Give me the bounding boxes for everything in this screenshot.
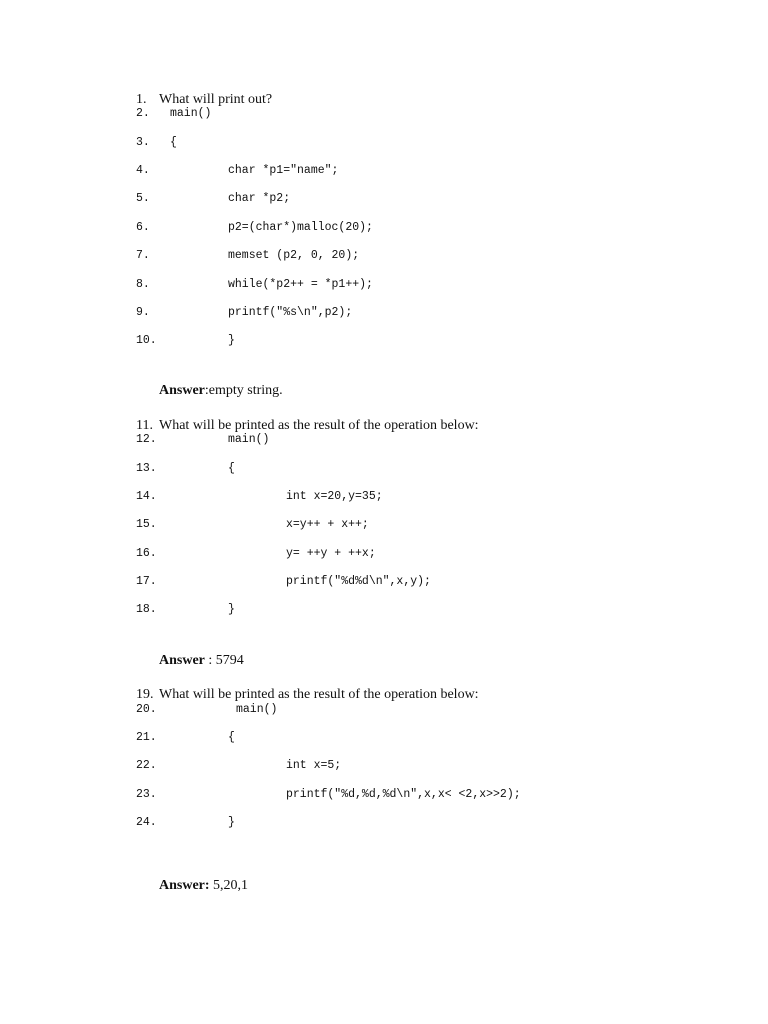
q3-question: What will be printed as the result of the operation below: xyxy=(159,687,479,702)
q3-number: 19. xyxy=(136,687,154,702)
q1-answer xyxy=(159,383,283,399)
q2-number: 11. xyxy=(136,418,153,433)
q2-code-line: printf("%d%d\n",x,y); xyxy=(286,575,431,588)
q2-code-line: y= ++y + ++x; xyxy=(286,547,376,560)
q1-code-line: } xyxy=(228,334,235,347)
answer-label: Answer: xyxy=(159,878,210,893)
answer-label: Answer xyxy=(159,653,205,668)
q2-code-line: { xyxy=(228,462,235,475)
q1-question: What will print out? xyxy=(159,92,273,107)
q1-code-line: char *p2; xyxy=(228,192,291,205)
q2-code-line: main() xyxy=(228,433,270,446)
q3-code-line: main() xyxy=(236,703,278,716)
q1-line-number: 9. xyxy=(136,306,150,319)
q2-question: What will be printed as the result of the operation below: xyxy=(159,418,479,433)
q2-code-line: int x=20,y=35; xyxy=(286,490,383,503)
q3-line-number: 23. xyxy=(136,788,157,801)
q2-line-number: 15. xyxy=(136,518,157,531)
q2-code-line: } xyxy=(228,603,235,616)
q1-code-line: { xyxy=(170,136,177,149)
answer-text: : 5794 xyxy=(204,653,244,668)
q1-line-number: 7. xyxy=(136,249,150,262)
q1-line-number: 5. xyxy=(136,192,150,205)
answer-text: 5,20,1 xyxy=(209,878,249,893)
q2-line-number: 14. xyxy=(136,490,157,503)
q2-line-number: 18. xyxy=(136,603,157,616)
q1-line-number: 4. xyxy=(136,164,150,177)
q1-line-number: 8. xyxy=(136,278,150,291)
q3-line-number: 20. xyxy=(136,703,157,716)
q3-code-line: printf("%d,%d,%d\n",x,x< <2,x>>2); xyxy=(286,788,521,801)
q1-code-line: p2=(char*)malloc(20); xyxy=(228,221,373,234)
q3-code-line: } xyxy=(228,816,235,829)
answer-label: Answer xyxy=(159,383,205,398)
q1-code-line: printf("%s\n",p2); xyxy=(228,306,353,319)
q1-line-number: 3. xyxy=(136,136,150,149)
q1-line-number: 6. xyxy=(136,221,150,234)
q1-code-line: memset (p2, 0, 20); xyxy=(228,249,360,262)
q1-number: 1. xyxy=(136,92,147,107)
q3-code-line: int x=5; xyxy=(286,759,342,772)
q1-line-number: 2. xyxy=(136,107,150,120)
q3-line-number: 21. xyxy=(136,731,157,744)
answer-text: :empty string. xyxy=(204,383,283,398)
q3-code-line: { xyxy=(228,731,235,744)
q2-line-number: 12. xyxy=(136,433,157,446)
q3-line-number: 24. xyxy=(136,816,157,829)
q1-line-number: 10. xyxy=(136,334,157,347)
q2-code-line: x=y++ + x++; xyxy=(286,518,369,531)
q1-code-line: main() xyxy=(170,107,212,120)
q1-code-line: while(*p2++ = *p1++); xyxy=(228,278,373,291)
q2-line-number: 13. xyxy=(136,462,157,475)
q1-code-line: char *p1="name"; xyxy=(228,164,339,177)
q2-answer xyxy=(159,653,244,669)
q2-line-number: 17. xyxy=(136,575,157,588)
q3-answer xyxy=(159,878,248,894)
q2-line-number: 16. xyxy=(136,547,157,560)
q3-line-number: 22. xyxy=(136,759,157,772)
